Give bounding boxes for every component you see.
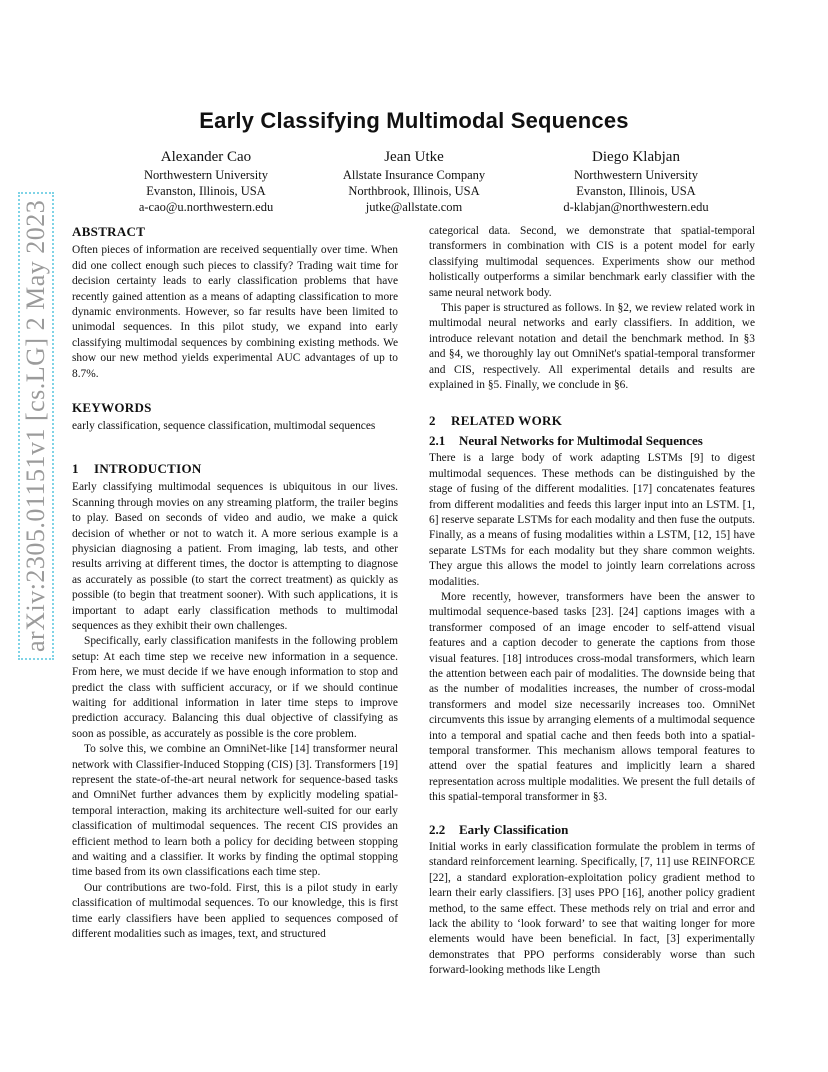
intro-paragraph-4-continued: categorical data. Second, we demonstrate that spatial-temporal transformers in combination with CIS is a potent model for early classifying multimodal sequences. Experiments show our method holistically outperforms a similar benchmark early classifier with the same neural network body.	[429, 225, 755, 299]
section-number: 2	[429, 413, 436, 429]
related-paragraph-1: There is a large body of work adapting LSTMs [9] to digest multimodal sequences. These methods can be distinguished by the stage of fusing of the different modalities. [17] concatenates features from different modalities and feeds this larger input into an LSTM. [1, 6] reserve separate LSTMs for each modality and then fuse the outputs. Finally, as a means of fusing modalities within a LSTM, [12, 15] have separate LSTMs for each modality but they share common weights. They argue this allows the model to jointly learn correlations across modalities.	[429, 452, 755, 588]
abstract-text: Often pieces of information are received sequentially over time. When did one collect enough such pieces to classify? Trading wait time for decision certainty leads to early classification problems that have recently gained attention as a means of adapting classification to more dynamic environments. However, so far results have been limited to unimodal sequences. In this pilot study, we expand into early classifying multimodal sequences by combining existing methods. We show our new method yields experimental AUC advantages of up to 8.7%.	[72, 244, 398, 380]
subsection-heading-early-classification	[429, 822, 755, 837]
author-email: d-klabjan@northwestern.edu	[563, 200, 709, 214]
subsection-title: Early Classification	[459, 821, 569, 837]
early-classification-paragraph-1: Initial works in early classification formulate the problem in terms of standard reinforcement learning. Specifically, [7, 11] use REINFORCE [22], a standard exploration-exploitation policy gradient method to learn their early classifiers. [3] uses PPO [16], another policy gradient method, to the same effect. These methods rely on trial and error and lack the ability to ‘look forward’ to see that waiting longer for more elements would have been beneficial. In fact, [3] experimentally demonstrates that PPO performs considerably worse than such forward-looking methods like Length	[429, 841, 755, 977]
intro-paragraph-5: This paper is structured as follows. In §2, we review related work in multimodal neural networks and early classifiers. In addition, we introduce relevant notation and detail the benchmark method. In §3 and §4, we thoroughly lay out OmniNet's spatial-temporal transformer and CIS, respectively. All experimental details and results are explained in §5. Finally, we conclude in §6.	[429, 302, 755, 392]
paper-title: Early Classifying Multimodal Sequences	[199, 108, 629, 133]
left-column	[72, 224, 398, 942]
author-email: jutke@allstate.com	[365, 200, 463, 214]
author-name: Alexander Cao	[160, 149, 252, 165]
abstract-heading: ABSTRACT	[72, 224, 146, 239]
right-column	[429, 224, 755, 979]
section-number: 1	[72, 460, 79, 476]
section-heading-related-work	[429, 413, 755, 428]
author-name: Diego Klabjan	[592, 149, 680, 165]
author-location: Evanston, Illinois, USA	[146, 184, 266, 198]
author-1	[86, 148, 326, 215]
author-affiliation: Northwestern University	[574, 168, 698, 182]
author-affiliation: Northwestern University	[144, 168, 268, 182]
subsection-title: Neural Networks for Multimodal Sequences	[459, 432, 703, 448]
section-title: INTRODUCTION	[94, 460, 202, 476]
related-paragraph-2: More recently, however, transformers have been the answer to multimodal sequence-based tasks [23]. [24] captions images with a transformer composed of an image encoder to self-attend visual features and a caption decoder to generate the captions from those visual features. [18] introduces cross-modal transformers, which learn the attention between each pair of modalities. The downside being that as the number of modalities increases, the number of cross-modal transformers and model size necessarily increases too. OmniNet circumvents this issue by arranging elements of a multimodal sequence into a temporal and spatial cache and then feeds both into a spatial-temporal transformer. This mechanism allows temporal features to attend over the spatial features and implicitly learn a shared representation across multiple modalities. We present the full details of this spatial-temporal transformer in §3.	[429, 590, 755, 804]
author-location: Northbrook, Illinois, USA	[348, 184, 480, 198]
subsection-number: 2.2	[429, 821, 446, 837]
intro-paragraph-4: Our contributions are two-fold. First, this is a pilot study in early classification of multimodal sequences. To our knowledge, this is first time early classifiers have been applied to sequences composed of different modalities such as images, text, and structured	[72, 881, 398, 941]
keywords-text: early classification, sequence classification, multimodal sequences	[72, 420, 376, 433]
subsection-number: 2.1	[429, 432, 446, 448]
intro-paragraph-1: Early classifying multimodal sequences is ubiquitous in our lives. Scanning through movies on any streaming platform, the trailer begins to play. Based on seconds of video and audio, we make a quick decision of whether or not to watch it. A more serious example is a physician diagnosing a patient. From imaging, lab tests, and other results arriving at different times, the doctor is attempting to diagnose as accurately as possible (to start the correct treatment) as quickly as possible (to begin that treatment sooner). With such applications, it is important to adapt early classification methods to multimodal sequences as they exhibit their own challenges.	[72, 481, 398, 632]
subsection-heading-multimodal	[429, 433, 755, 448]
author-name: Jean Utke	[384, 149, 444, 165]
keywords-heading: KEYWORDS	[72, 400, 152, 416]
intro-paragraph-3: To solve this, we combine an OmniNet-like [14] transformer neural network with Classifier-Induced Stopping (CIS) [3]. Transformers [19] represent the state-of-the-art neural network for sequence-based tasks and OmniNet further advances them by explicitly modeling spatial-temporal interaction, making its architecture well-suited for our early classification of multimodal sequences. The recent CIS provides an efficient method to learn both a policy for deciding between stopping and waiting and a classifier. It works by finding the optimal stopping time based from its own classifications each time step.	[72, 743, 398, 879]
author-2	[294, 148, 534, 215]
author-location: Evanston, Illinois, USA	[576, 184, 696, 198]
section-heading-introduction	[72, 461, 398, 476]
author-3	[516, 148, 756, 215]
arxiv-stamp[interactable]	[18, 199, 54, 660]
author-email: a-cao@u.northwestern.edu	[138, 200, 274, 214]
arxiv-identifier-link[interactable]: arXiv:2305.01151v1 [cs.LG] 2 May 2023	[18, 192, 54, 660]
section-title: RELATED WORK	[451, 413, 563, 429]
author-affiliation: Allstate Insurance Company	[342, 168, 486, 182]
intro-paragraph-2: Specifically, early classification manifests in the following problem setup: At each time step we receive new information in a sequence. From here, we must decide if we have enough information to stop and predict the class with sufficient accuracy, or if we should continue waiting for additional information in later time steps to improve prediction accuracy. Balancing this dual objective of classifying as soon as possible, as accurately as possible is the core problem.	[72, 635, 398, 740]
